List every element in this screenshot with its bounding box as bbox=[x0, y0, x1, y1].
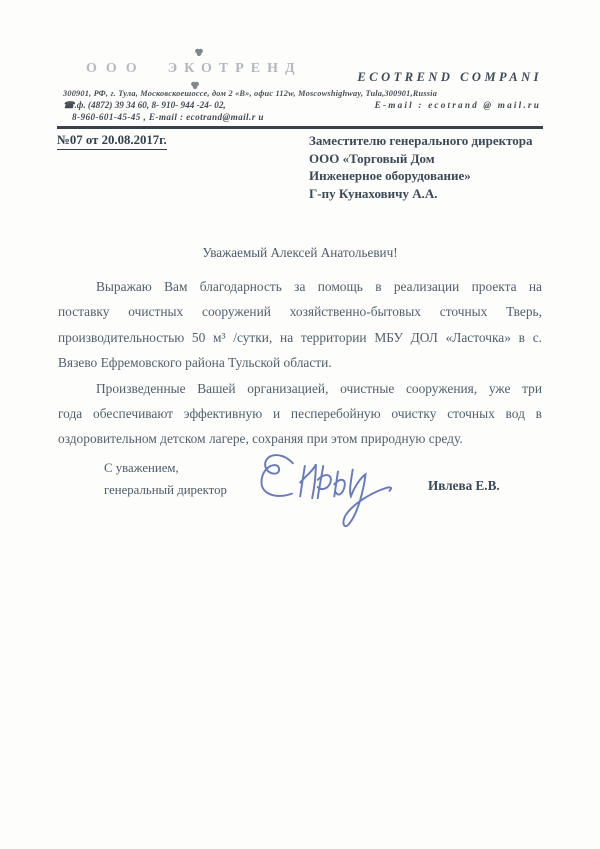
letterhead-divider bbox=[57, 126, 543, 129]
logo-clover-top-icon bbox=[194, 48, 204, 57]
recipient-line: Г-пу Кунаховичу А.А. bbox=[309, 185, 438, 201]
paragraph-2 bbox=[58, 376, 542, 452]
phone-line-1: ☎.ф. (4872) 39 34 60, 8- 910- 944 -24- 02, bbox=[63, 100, 226, 110]
phone-line-2: 8-960-601-45-45 , E-mail : ecotrand@mail.r u bbox=[72, 112, 264, 122]
email-right: E-mail : ecotrand @ mail.ru bbox=[374, 100, 541, 110]
recipient-line: ООО «Торговый Дом bbox=[309, 150, 435, 166]
body-line: Выражаю Вам благодарность за помощь в реализации проекта на bbox=[96, 279, 542, 294]
signature-autograph bbox=[236, 443, 416, 535]
body-line: оздоровительном детском лагере, сохраняя при этом природную среду. bbox=[58, 431, 463, 447]
paragraph-1 bbox=[58, 274, 542, 376]
logo-ooo-text: ООО bbox=[86, 61, 146, 76]
closing-title: генеральный директор bbox=[104, 483, 227, 497]
contact-row bbox=[63, 100, 541, 111]
body-line: производительностью 50 м³ /сутки, на территории МБУ ДОЛ «Ласточка» в с. bbox=[58, 329, 542, 345]
reference-number: №07 от 20.08.2017г. bbox=[57, 133, 167, 150]
company-address: 300901, РФ, г. Тула, Московскоешоссе, дом 2 «В», офис 112w, Moscowshighway, Tula,300901,Russia bbox=[63, 89, 438, 98]
logo-brand-label: ЭКОТРЕНД bbox=[167, 61, 302, 76]
body-line: Произведенные Вашей организацией, очистные сооружения, уже три bbox=[96, 380, 542, 396]
closing-regards: С уважением, bbox=[104, 461, 179, 475]
body-line: года обеспечивают эффективную и песперебойную очистку сточных вод в bbox=[58, 406, 542, 422]
signer-name: Ивлева Е.В. bbox=[428, 478, 500, 493]
recipient-line: Заместителю генерального директора bbox=[309, 133, 533, 148]
recipient-block bbox=[309, 132, 549, 202]
letter-body bbox=[58, 274, 542, 452]
recipient-line: Инженерное оборудование» bbox=[309, 168, 471, 183]
body-line: Вязево Ефремовского района Тульской области. bbox=[58, 355, 332, 371]
salutation: Уважаемый Алексей Анатольевич! bbox=[202, 245, 398, 260]
company-name-en: ECOTREND COMPANI bbox=[357, 70, 542, 84]
body-line: поставку очистных сооружений хозяйственно-бытовых сточных Тверь, bbox=[58, 304, 542, 320]
